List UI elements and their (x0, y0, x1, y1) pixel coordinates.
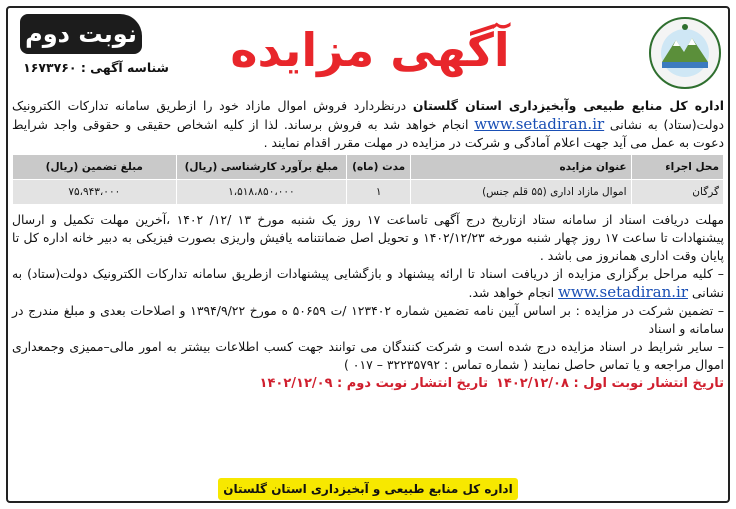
cell-title: اموال مازاد اداری (۵۵ قلم جنس) (411, 180, 631, 205)
publication-dates (12, 374, 724, 393)
procedure-text-2: انجام خواهد شد. (468, 285, 559, 300)
cell-estimate: ۱،۵۱۸،۸۵۰،۰۰۰ (176, 180, 347, 205)
intro-text-2: انجام خواهد شد به فروش برساند. لذا از کلیه اشخاص حقیقی و حقوقی واجد شرایط دعوت به عمل می آید جهت اعلام آمادگی و شرکت در مزایده در مهلت مقرر اقدام نمایند . (12, 117, 724, 150)
col-title: عنوان مزایده (411, 155, 631, 180)
organization-name: اداره کل منابع طبیعی وآبخیزداری استان گلستان (412, 98, 724, 113)
procedure-text-1: – کلیه مراحل برگزاری مزایده از دریافت اسناد تا ارائه پیشنهاد و بازگشایی پیشنهادات ازطریق سامانه تدارکات الکترونیک دولت(ستاد) به نشانی (12, 266, 724, 300)
setad-link[interactable]: www.setadiran.ir (474, 115, 605, 133)
procedure-paragraph (12, 265, 724, 302)
col-duration: مدت (ماه) (347, 155, 411, 180)
second-round-badge: نوبت دوم (20, 14, 142, 54)
conditions-paragraph: – سایر شرایط در اسناد مزایده درج شده است و شرکت کنندگان می توانند جهت کسب اطلاعات بیشتر به امور مالی–ممیزی وجمعداری اموال مراجعه و یا تماس حاصل نمایند ( شماره تماس : ۳۲۲۳۵۷۹۲ – ۰۱۷ ) (12, 339, 724, 372)
notice-body (12, 97, 724, 393)
intro-paragraph (12, 97, 724, 152)
col-location: محل اجراء (631, 155, 723, 180)
notice-id: شناسه آگهی : ۱۶۷۳۷۶۰ (23, 60, 169, 75)
page-title: آگهی مزایده (230, 23, 510, 77)
footer-organization: اداره کل منابع طبیعی و آبخیزداری استان گلستان (218, 478, 518, 500)
guarantee-paragraph: – تضمین شرکت در مزایده : بر اساس آیین نامه تضمین شماره ۱۲۳۴۰۲ /ت ۵۰۶۵۹ ه مورخ ۱۳۹۴/۹/۲۲ و اصلاحات بعدی و مبلغ مندرج در سامانه و اسناد (12, 303, 725, 336)
col-guarantee: مبلغ تضمین (ریال) (13, 155, 177, 180)
cell-duration: ۱ (347, 180, 411, 205)
first-publication-date: تاریخ انتشار نوبت اول : ۱۴۰۲/۱۲/۰۸ (495, 376, 724, 391)
setad-link-2[interactable]: www.setadiran.ir (558, 283, 688, 301)
cell-guarantee: ۷۵،۹۴۳،۰۰۰ (13, 180, 177, 205)
col-estimate: مبلغ برآورد کارشناسی (ریال) (176, 155, 347, 180)
table-row (13, 180, 724, 205)
auction-table (12, 154, 724, 205)
cell-location: گرگان (631, 180, 723, 205)
table-header-row (13, 155, 724, 180)
organization-logo-icon (648, 16, 722, 90)
intro-text-1: درنظردارد فروش اموال مازاد خود را ازطریق سامانه تدارکات الکترونیک دولت(ستاد) به نشانی (12, 98, 724, 132)
deadline-paragraph: مهلت دریافت اسناد از سامانه ستاد ازتاریخ درج آگهی تاساعت ۱۷ روز یک شنبه مورخ ۱۳ /۱۲/ ۱۴۰۲ ،آخرین مهلت تکمیل و ارسال پیشنهادات تا ساعت ۱۷ روز چهار شنبه مورخه ۱۴۰۲/۱۲/۲۳ و تحویل اصل ضمانتنامه یافیش واریزی بصورت فیزیکی به دبیر خانه اداره کل تا پایان وقت اداری همانروز می باشد . (12, 212, 724, 263)
second-publication-date: تاریخ انتشار نوبت دوم : ۱۴۰۲/۱۲/۰۹ (259, 376, 489, 391)
